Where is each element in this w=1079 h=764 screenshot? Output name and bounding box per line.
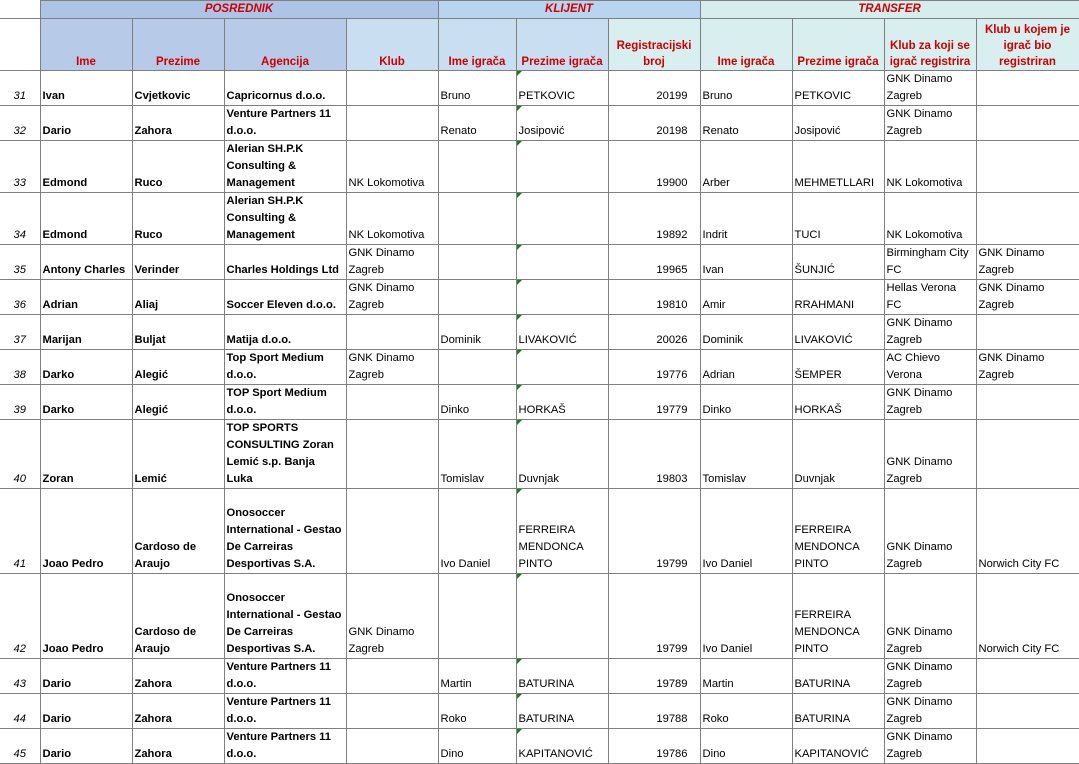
cell-transfer-prezime[interactable]: Duvnjak: [792, 420, 884, 489]
cell-transfer-prezime[interactable]: BATURINA: [792, 694, 884, 729]
table-row: [0, 71, 1079, 106]
cell-ime[interactable]: Ivan: [40, 71, 132, 106]
header-klub[interactable]: Klub: [346, 19, 438, 71]
cell-agencija[interactable]: Onosoccer International - Gestao De Carreiras Desportivas S.A.: [224, 489, 346, 574]
table-row: [0, 420, 1079, 489]
cell-klijent-prezime[interactable]: HORKAŠ: [516, 385, 608, 420]
cell-ime[interactable]: Darko: [40, 385, 132, 420]
cell-klijent-ime[interactable]: [438, 245, 516, 280]
cell-klub[interactable]: [346, 420, 438, 489]
cell-transfer-ime[interactable]: Martin: [700, 659, 792, 694]
corner-cell: [0, 1, 40, 19]
cell-klub[interactable]: GNK Dinamo Zagreb: [346, 350, 438, 385]
cell-klub-u-kojem[interactable]: [976, 193, 1079, 245]
cell-klijent-prezime[interactable]: [516, 280, 608, 315]
cell-agencija[interactable]: Venture Partners 11 d.o.o.: [224, 729, 346, 764]
cell-ime[interactable]: Joao Pedro: [40, 489, 132, 574]
cell-transfer-prezime[interactable]: BATURINA: [792, 659, 884, 694]
row-number[interactable]: 41: [0, 489, 40, 574]
cell-klijent-prezime[interactable]: [516, 141, 608, 193]
cell-reg-broj[interactable]: 19892: [608, 193, 700, 245]
cell-prezime[interactable]: Ruco: [132, 141, 224, 193]
cell-klub-za-koji[interactable]: Hellas Verona FC: [884, 280, 976, 315]
cell-klijent-ime[interactable]: Martin: [438, 659, 516, 694]
cell-transfer-ime[interactable]: Amir: [700, 280, 792, 315]
cell-klijent-ime[interactable]: [438, 141, 516, 193]
cell-klub-u-kojem[interactable]: [976, 694, 1079, 729]
cell-agencija[interactable]: Top Sport Medium d.o.o.: [224, 350, 346, 385]
cell-klijent-prezime[interactable]: [516, 245, 608, 280]
cell-prezime[interactable]: Zahora: [132, 694, 224, 729]
cell-klub-u-kojem[interactable]: [976, 71, 1079, 106]
cell-klub-u-kojem[interactable]: [976, 729, 1079, 764]
cell-prezime[interactable]: Cardoso de Araujo: [132, 489, 224, 574]
cell-transfer-ime[interactable]: Bruno: [700, 71, 792, 106]
cell-klub-za-koji[interactable]: GNK Dinamo Zagreb: [884, 694, 976, 729]
cell-klijent-prezime[interactable]: FERREIRA MENDONCA PINTO: [516, 489, 608, 574]
cell-klijent-prezime[interactable]: LIVAKOVIĆ: [516, 315, 608, 350]
cell-klijent-prezime[interactable]: [516, 193, 608, 245]
cell-reg-broj[interactable]: 19799: [608, 574, 700, 659]
cell-transfer-ime[interactable]: Dino: [700, 729, 792, 764]
cell-klub-u-kojem[interactable]: GNK Dinamo Zagreb: [976, 245, 1079, 280]
cell-ime[interactable]: Adrian: [40, 280, 132, 315]
cell-prezime[interactable]: Zahora: [132, 106, 224, 141]
cell-ime[interactable]: Marijan: [40, 315, 132, 350]
header-prezime-igraca[interactable]: Prezime igrača: [516, 19, 608, 71]
cell-klub-za-koji[interactable]: GNK Dinamo Zagreb: [884, 385, 976, 420]
cell-klijent-prezime[interactable]: [516, 574, 608, 659]
table-row: [0, 489, 1079, 574]
cell-klijent-ime[interactable]: Dino: [438, 729, 516, 764]
table-row: [0, 385, 1079, 420]
cell-agencija[interactable]: Alerian SH.P.K Consulting & Management: [224, 193, 346, 245]
cell-klub-u-kojem[interactable]: Norwich City FC: [976, 489, 1079, 574]
cell-agencija[interactable]: Capricornus d.o.o.: [224, 71, 346, 106]
cell-klub-u-kojem[interactable]: [976, 659, 1079, 694]
table-row: [0, 280, 1079, 315]
cell-transfer-prezime[interactable]: PETKOVIC: [792, 71, 884, 106]
cell-reg-broj[interactable]: 20199: [608, 71, 700, 106]
cell-klub[interactable]: [346, 694, 438, 729]
cell-reg-broj[interactable]: 19810: [608, 280, 700, 315]
cell-klijent-ime[interactable]: [438, 193, 516, 245]
cell-klijent-prezime[interactable]: BATURINA: [516, 694, 608, 729]
cell-transfer-ime[interactable]: Tomislav: [700, 420, 792, 489]
cell-klub-za-koji[interactable]: GNK Dinamo Zagreb: [884, 729, 976, 764]
cell-transfer-ime[interactable]: Dinko: [700, 385, 792, 420]
cell-prezime[interactable]: Aliaj: [132, 280, 224, 315]
cell-reg-broj[interactable]: 20198: [608, 106, 700, 141]
cell-agencija[interactable]: Charles Holdings Ltd: [224, 245, 346, 280]
table-row: [0, 141, 1079, 193]
cell-prezime[interactable]: Cvjetkovic: [132, 71, 224, 106]
header-agencija[interactable]: Agencija: [224, 19, 346, 71]
row-number[interactable]: 39: [0, 385, 40, 420]
cell-transfer-prezime[interactable]: ŠEMPER: [792, 350, 884, 385]
cell-klub[interactable]: GNK Dinamo Zagreb: [346, 574, 438, 659]
cell-agencija[interactable]: TOP SPORTS CONSULTING Zoran Lemić s.p. Banja Luka: [224, 420, 346, 489]
cell-klub-u-kojem[interactable]: [976, 106, 1079, 141]
cell-reg-broj[interactable]: 19776: [608, 350, 700, 385]
cell-transfer-prezime[interactable]: ŠUNJIĆ: [792, 245, 884, 280]
cell-transfer-prezime[interactable]: FERREIRA MENDONCA PINTO: [792, 574, 884, 659]
cell-reg-broj[interactable]: 19799: [608, 489, 700, 574]
cell-klijent-ime[interactable]: Tomislav: [438, 420, 516, 489]
cell-klijent-ime[interactable]: Bruno: [438, 71, 516, 106]
cell-klub[interactable]: [346, 315, 438, 350]
row-number[interactable]: 40: [0, 420, 40, 489]
cell-klub-u-kojem[interactable]: GNK Dinamo Zagreb: [976, 350, 1079, 385]
cell-reg-broj[interactable]: 20026: [608, 315, 700, 350]
cell-klijent-prezime[interactable]: [516, 350, 608, 385]
cell-klijent-prezime[interactable]: KAPITANOVIĆ: [516, 729, 608, 764]
cell-klub[interactable]: [346, 729, 438, 764]
cell-reg-broj[interactable]: 19965: [608, 245, 700, 280]
table-row: [0, 350, 1079, 385]
row-number[interactable]: 42: [0, 574, 40, 659]
cell-klub-za-koji[interactable]: Birmingham City FC: [884, 245, 976, 280]
cell-klub-za-koji[interactable]: GNK Dinamo Zagreb: [884, 659, 976, 694]
header-transfer-ime-igraca[interactable]: Ime igrača: [700, 19, 792, 71]
cell-klub-za-koji[interactable]: AC Chievo Verona: [884, 350, 976, 385]
cell-ime[interactable]: Antony Charles: [40, 245, 132, 280]
cell-prezime[interactable]: Buljat: [132, 315, 224, 350]
table-row: [0, 315, 1079, 350]
cell-klub-za-koji[interactable]: NK Lokomotiva: [884, 141, 976, 193]
cell-transfer-prezime[interactable]: HORKAŠ: [792, 385, 884, 420]
row-number[interactable]: 43: [0, 659, 40, 694]
cell-reg-broj[interactable]: 19779: [608, 385, 700, 420]
header-ime[interactable]: Ime: [40, 19, 132, 71]
header-ime-igraca[interactable]: Ime igrača: [438, 19, 516, 71]
header-klub-u-kojem[interactable]: Klub u kojem je igrač bio registriran: [976, 19, 1079, 71]
row-number[interactable]: 44: [0, 694, 40, 729]
cell-prezime[interactable]: Alegić: [132, 350, 224, 385]
corner-cell: [0, 19, 40, 71]
cell-transfer-prezime[interactable]: FERREIRA MENDONCA PINTO: [792, 489, 884, 574]
table-row: [0, 694, 1079, 729]
row-number[interactable]: 45: [0, 729, 40, 764]
cell-klijent-ime[interactable]: Roko: [438, 694, 516, 729]
cell-reg-broj[interactable]: 19900: [608, 141, 700, 193]
cell-reg-broj[interactable]: 19803: [608, 420, 700, 489]
cell-klub[interactable]: [346, 489, 438, 574]
cell-transfer-prezime[interactable]: MEHMETLLARI: [792, 141, 884, 193]
cell-prezime[interactable]: Alegić: [132, 385, 224, 420]
row-number[interactable]: 32: [0, 106, 40, 141]
cell-prezime[interactable]: Zahora: [132, 729, 224, 764]
cell-klijent-ime[interactable]: Ivo Daniel: [438, 489, 516, 574]
cell-ime[interactable]: Dario: [40, 659, 132, 694]
cell-transfer-prezime[interactable]: Josipović: [792, 106, 884, 141]
cell-klub-u-kojem[interactable]: GNK Dinamo Zagreb: [976, 280, 1079, 315]
cell-klub-za-koji[interactable]: NK Lokomotiva: [884, 193, 976, 245]
cell-ime[interactable]: Edmond: [40, 193, 132, 245]
cell-agencija[interactable]: Matija d.o.o.: [224, 315, 346, 350]
header-prezime[interactable]: Prezime: [132, 19, 224, 71]
group-header-row: [0, 1, 1079, 19]
cell-klijent-ime[interactable]: Dominik: [438, 315, 516, 350]
cell-klijent-ime[interactable]: [438, 350, 516, 385]
cell-ime[interactable]: Joao Pedro: [40, 574, 132, 659]
row-number[interactable]: 35: [0, 245, 40, 280]
row-number[interactable]: 37: [0, 315, 40, 350]
cell-klub-za-koji[interactable]: GNK Dinamo Zagreb: [884, 574, 976, 659]
cell-transfer-ime[interactable]: Ivo Daniel: [700, 489, 792, 574]
cell-klub[interactable]: [346, 385, 438, 420]
cell-klub-u-kojem[interactable]: [976, 315, 1079, 350]
cell-klijent-ime[interactable]: [438, 574, 516, 659]
cell-klub-za-koji[interactable]: GNK Dinamo Zagreb: [884, 420, 976, 489]
cell-klub[interactable]: NK Lokomotiva: [346, 141, 438, 193]
row-number[interactable]: 31: [0, 71, 40, 106]
row-number[interactable]: 33: [0, 141, 40, 193]
cell-klijent-ime[interactable]: [438, 280, 516, 315]
cell-prezime[interactable]: Lemić: [132, 420, 224, 489]
table-row: [0, 106, 1079, 141]
cell-klub[interactable]: GNK Dinamo Zagreb: [346, 245, 438, 280]
cell-transfer-ime[interactable]: Arber: [700, 141, 792, 193]
column-header-row: [0, 19, 1079, 71]
cell-klijent-prezime[interactable]: Duvnjak: [516, 420, 608, 489]
cell-klub-za-koji[interactable]: GNK Dinamo Zagreb: [884, 489, 976, 574]
header-transfer-prezime-igraca[interactable]: Prezime igrača: [792, 19, 884, 71]
cell-reg-broj[interactable]: 19789: [608, 659, 700, 694]
table-row: [0, 729, 1079, 764]
cell-reg-broj[interactable]: 19786: [608, 729, 700, 764]
cell-transfer-prezime[interactable]: LIVAKOVIĆ: [792, 315, 884, 350]
cell-transfer-prezime[interactable]: TUCI: [792, 193, 884, 245]
cell-klub-za-koji[interactable]: GNK Dinamo Zagreb: [884, 106, 976, 141]
group-klijent[interactable]: KLIJENT: [438, 1, 700, 19]
cell-transfer-prezime[interactable]: RRAHMANI: [792, 280, 884, 315]
table-row: [0, 193, 1079, 245]
cell-klijent-prezime[interactable]: PETKOVIC: [516, 71, 608, 106]
cell-agencija[interactable]: TOP Sport Medium d.o.o.: [224, 385, 346, 420]
table-row: [0, 245, 1079, 280]
cell-transfer-ime[interactable]: Roko: [700, 694, 792, 729]
cell-transfer-ime[interactable]: Indrit: [700, 193, 792, 245]
cell-klub-u-kojem[interactable]: [976, 385, 1079, 420]
cell-prezime[interactable]: Zahora: [132, 659, 224, 694]
cell-klub[interactable]: [346, 659, 438, 694]
group-posrednik[interactable]: POSREDNIK: [40, 1, 438, 19]
cell-klub-za-koji[interactable]: GNK Dinamo Zagreb: [884, 315, 976, 350]
cell-ime[interactable]: Dario: [40, 106, 132, 141]
cell-transfer-ime[interactable]: Renato: [700, 106, 792, 141]
cell-agencija[interactable]: Venture Partners 11 d.o.o.: [224, 106, 346, 141]
cell-agencija[interactable]: Soccer Eleven d.o.o.: [224, 280, 346, 315]
header-registracijski-broj[interactable]: Registracijski broj: [608, 19, 700, 71]
cell-klub[interactable]: GNK Dinamo Zagreb: [346, 280, 438, 315]
cell-transfer-prezime[interactable]: KAPITANOVIĆ: [792, 729, 884, 764]
cell-prezime[interactable]: Verinder: [132, 245, 224, 280]
cell-klub-u-kojem[interactable]: Norwich City FC: [976, 574, 1079, 659]
cell-ime[interactable]: Dario: [40, 694, 132, 729]
cell-ime[interactable]: Edmond: [40, 141, 132, 193]
group-transfer[interactable]: TRANSFER: [700, 1, 1079, 19]
cell-ime[interactable]: Darko: [40, 350, 132, 385]
row-number[interactable]: 38: [0, 350, 40, 385]
cell-klub-za-koji[interactable]: GNK Dinamo Zagreb: [884, 71, 976, 106]
table-row: [0, 659, 1079, 694]
cell-agencija[interactable]: Onosoccer International - Gestao De Carreiras Desportivas S.A.: [224, 574, 346, 659]
table-row: [0, 574, 1079, 659]
cell-klub[interactable]: NK Lokomotiva: [346, 193, 438, 245]
row-number[interactable]: 36: [0, 280, 40, 315]
cell-klijent-prezime[interactable]: Josipović: [516, 106, 608, 141]
cell-ime[interactable]: Dario: [40, 729, 132, 764]
cell-prezime[interactable]: Ruco: [132, 193, 224, 245]
cell-klijent-prezime[interactable]: BATURINA: [516, 659, 608, 694]
cell-transfer-ime[interactable]: Adrian: [700, 350, 792, 385]
row-number[interactable]: 34: [0, 193, 40, 245]
header-klub-za-koji[interactable]: Klub za koji se igrač registrira: [884, 19, 976, 71]
cell-agencija[interactable]: Venture Partners 11 d.o.o.: [224, 659, 346, 694]
cell-reg-broj[interactable]: 19788: [608, 694, 700, 729]
cell-klub-u-kojem[interactable]: [976, 141, 1079, 193]
cell-klub-u-kojem[interactable]: [976, 420, 1079, 489]
cell-klub[interactable]: [346, 106, 438, 141]
cell-transfer-ime[interactable]: Dominik: [700, 315, 792, 350]
cell-agencija[interactable]: Alerian SH.P.K Consulting & Management: [224, 141, 346, 193]
cell-transfer-ime[interactable]: Ivo Daniel: [700, 574, 792, 659]
cell-klijent-ime[interactable]: Dinko: [438, 385, 516, 420]
cell-ime[interactable]: Zoran: [40, 420, 132, 489]
cell-transfer-ime[interactable]: Ivan: [700, 245, 792, 280]
cell-klub[interactable]: [346, 71, 438, 106]
cell-klijent-ime[interactable]: Renato: [438, 106, 516, 141]
cell-agencija[interactable]: Venture Partners 11 d.o.o.: [224, 694, 346, 729]
cell-prezime[interactable]: Cardoso de Araujo: [132, 574, 224, 659]
